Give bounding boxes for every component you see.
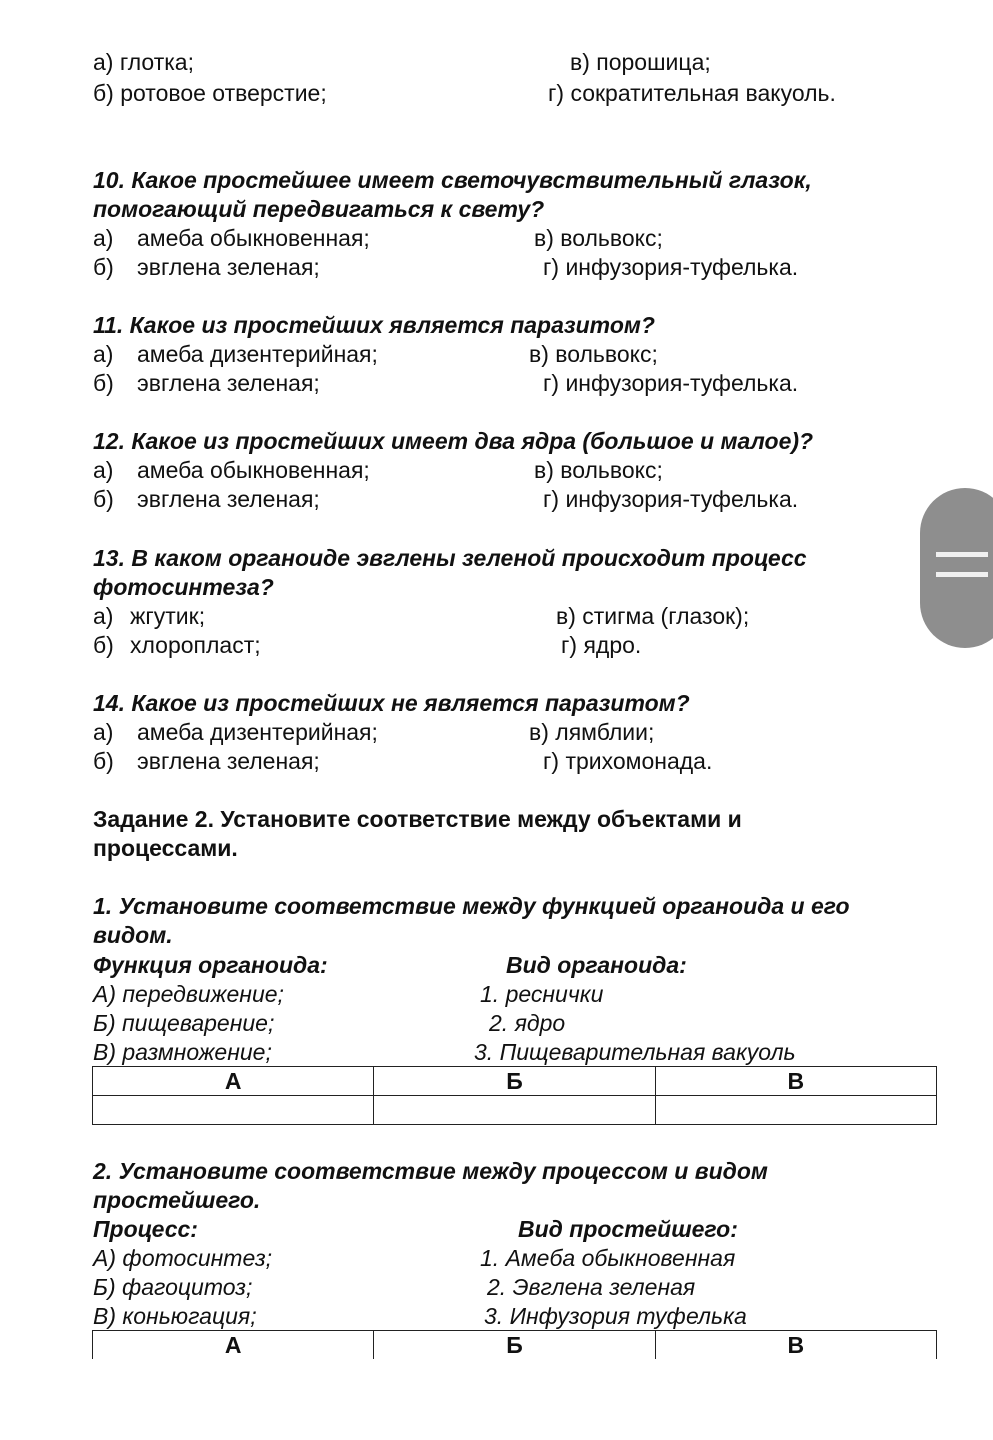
q12-option-g: г) инфузория-туфелька. — [543, 486, 799, 512]
q12-option-a: а) амеба обыкновенная; — [93, 457, 370, 483]
q14-option-g: г) трихомонада. — [543, 748, 713, 774]
q10-option-g: г) инфузория-туфелька. — [543, 254, 799, 280]
match2-col-v-header: В — [655, 1331, 936, 1360]
match1-answer-cell-v[interactable] — [655, 1096, 936, 1125]
option-g: г) сократительная вакуоль. — [548, 80, 836, 106]
match1-right-item: 3. Пищеварительная вакуоль — [474, 1039, 796, 1065]
match2-col-b-header: Б — [374, 1331, 655, 1360]
q14-option-v: в) лямблии; — [529, 719, 655, 745]
match2-answer-table — [92, 1330, 937, 1359]
option-a: а) глотка; — [93, 49, 194, 75]
match2-right-heading: Вид простейшего: — [518, 1216, 738, 1242]
match1-title-cont: видом. — [93, 922, 173, 948]
option-b: б) ротовое отверстие; — [93, 80, 327, 106]
match2-title: 2. Установите соответствие между процессом и видом — [93, 1158, 768, 1184]
match1-left-heading: Функция органоида: — [93, 952, 328, 978]
question-14-title: 14. Какое из простейших не является паразитом? — [93, 690, 690, 716]
match1-right-heading: Вид органоида: — [506, 952, 687, 978]
q13-option-a: а) жгутик; — [93, 603, 206, 629]
question-12-title: 12. Какое из простейших имеет два ядра (большое и малое)? — [93, 428, 814, 454]
match1-answer-table — [92, 1066, 937, 1125]
q11-option-g: г) инфузория-туфелька. — [543, 370, 799, 396]
match1-title: 1. Установите соответствие между функцией органоида и его — [93, 893, 850, 919]
match1-answer-cell-a[interactable] — [93, 1096, 374, 1125]
q14-option-a: а) амеба дизентерийная; — [93, 719, 378, 745]
option-v: в) порошица; — [570, 49, 711, 75]
match1-left-item: Б) пищеварение; — [93, 1010, 275, 1036]
q12-option-b: б) эвглена зеленая; — [93, 486, 320, 512]
q10-option-b: б) эвглена зеленая; — [93, 254, 320, 280]
q11-option-v: в) вольвокс; — [529, 341, 658, 367]
match1-answer-cell-b[interactable] — [374, 1096, 655, 1125]
q13-option-b: б) хлоропласт; — [93, 632, 261, 658]
match2-left-heading: Процесс: — [93, 1216, 198, 1242]
match2-left-item: А) фотосинтез; — [93, 1245, 273, 1271]
question-11-title: 11. Какое из простейших является паразитом? — [93, 312, 655, 338]
match2-col-a-header: А — [93, 1331, 374, 1360]
menu-lines-icon — [936, 572, 988, 577]
q10-option-v: в) вольвокс; — [534, 225, 663, 251]
question-10-title: 10. Какое простейшее имеет светочувствительный глазок, — [93, 167, 812, 193]
match2-right-item: 1. Амеба обыкновенная — [480, 1245, 736, 1271]
menu-lines-icon — [936, 552, 988, 557]
match1-right-item: 2. ядро — [489, 1010, 566, 1036]
match1-col-b-header: Б — [374, 1067, 655, 1096]
match1-right-item: 1. реснички — [480, 981, 604, 1007]
match2-title-cont: простейшего. — [93, 1187, 261, 1213]
q11-option-b: б) эвглена зеленая; — [93, 370, 320, 396]
match1-col-v-header: В — [655, 1067, 936, 1096]
match2-left-item: В) коньюгация; — [93, 1303, 257, 1329]
q13-option-v: в) стигма (глазок); — [556, 603, 750, 629]
match2-left-item: Б) фагоцитоз; — [93, 1274, 253, 1300]
match1-left-item: А) передвижение; — [93, 981, 284, 1007]
drag-handle[interactable] — [920, 488, 993, 648]
q14-option-b: б) эвглена зеленая; — [93, 748, 320, 774]
match2-right-item: 2. Эвглена зеленая — [487, 1274, 696, 1300]
question-10-title-cont: помогающий передвигаться к свету? — [93, 196, 545, 222]
match1-col-a-header: А — [93, 1067, 374, 1096]
q10-option-a: а) амеба обыкновенная; — [93, 225, 370, 251]
task2-heading-cont: процессами. — [93, 835, 238, 861]
q13-option-g: г) ядро. — [561, 632, 642, 658]
q12-option-v: в) вольвокс; — [534, 457, 663, 483]
question-13-title-cont: фотосинтеза? — [93, 574, 274, 600]
q11-option-a: а) амеба дизентерийная; — [93, 341, 378, 367]
question-13-title: 13. В каком органоиде эвглены зеленой происходит процесс — [93, 545, 807, 571]
match2-right-item: 3. Инфузория туфелька — [484, 1303, 747, 1329]
match1-left-item: В) размножение; — [93, 1039, 272, 1065]
task2-heading: Задание 2. Установите соответствие между объектами и — [93, 806, 742, 832]
